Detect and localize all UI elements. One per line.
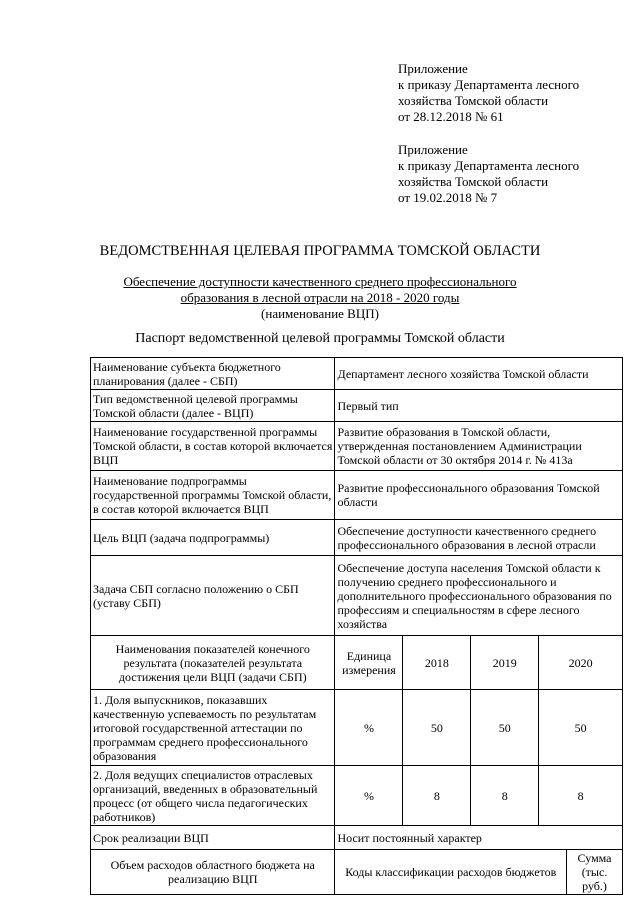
note-line: от 19.02.2018 № 7 (398, 190, 498, 205)
expenses-header-row (91, 850, 623, 895)
unit-header: Единица измерения (335, 636, 403, 690)
table-row (91, 390, 623, 422)
appendix-note-2 (398, 142, 579, 206)
table-row (91, 422, 623, 471)
note-line: хозяйства Томской области (398, 93, 549, 108)
page-title: ВЕДОМСТВЕННАЯ ЦЕЛЕВАЯ ПРОГРАММА ТОМСКОЙ ОБЛАСТИ (99, 243, 541, 259)
row-label: Наименование субъекта бюджетного планирования (далее - СБП) (91, 358, 335, 390)
indicator-row (91, 690, 623, 766)
indicator-value: 8 (539, 766, 623, 826)
row-value: Обеспечение доступности качественного среднего профессионального образования в лесной отрасли (335, 520, 623, 556)
note-line: Приложение (398, 142, 468, 157)
expenses-header: Коды классификации расходов бюджетов (335, 850, 567, 895)
note-line: от 28.12.2018 № 61 (398, 109, 504, 124)
row-value: Первый тип (335, 390, 623, 422)
note-line: Приложение (398, 61, 468, 76)
year-header: 2018 (403, 636, 471, 690)
row-label: Задача СБП согласно положению о СБП (уставу СБП) (91, 556, 335, 636)
note-line: к приказу Департамента лесного (398, 77, 580, 92)
table-row (91, 520, 623, 556)
table-row (91, 358, 623, 390)
row-label: Срок реализации ВЦП (91, 826, 335, 850)
table-row (91, 556, 623, 636)
indicator-name: 2. Доля ведущих специалистов отраслевых организаций, введенных в образовательный процесс (от общего числа педагогических работников) (91, 766, 335, 826)
subtitle-caption: (наименование ВЦП) (261, 306, 379, 321)
program-subtitle (0, 274, 640, 322)
indicator-value: 50 (539, 690, 623, 766)
passport-table (90, 357, 623, 895)
indicators-header-row (91, 636, 623, 690)
indicator-value: 50 (403, 690, 471, 766)
indicator-name-header: Наименования показателей конечного результата (показателей результата достижения цели ВЦП (задачи СБП) (91, 636, 335, 690)
row-value: Носит постоянный характер (335, 826, 623, 850)
subtitle-line: образования в лесной отрасли на 2018 - 2020 годы (180, 290, 460, 305)
expenses-header: Сумма (тыс. руб.) (567, 850, 623, 895)
row-value: Обеспечение доступа населения Томской области к получению среднего профессионального и дополнительного профессионального образования по профессиям и специальностям в сфере лесного хозяйства (335, 556, 623, 636)
year-header: 2020 (539, 636, 623, 690)
indicator-unit: % (335, 766, 403, 826)
row-value: Развитие образования в Томской области, утвержденная постановлением Администрации Томской области от 30 октября 2014 г. № 413а (335, 422, 623, 471)
indicator-value: 50 (471, 690, 539, 766)
indicator-value: 8 (403, 766, 471, 826)
indicator-name: 1. Доля выпускников, показавших качественную успеваемость по результатам итоговой государственной аттестации по программам среднего профессионального образования (91, 690, 335, 766)
row-value: Развитие профессионального образования Томской области (335, 471, 623, 520)
row-label: Цель ВЦП (задача подпрограммы) (91, 520, 335, 556)
note-line: хозяйства Томской области (398, 174, 549, 189)
table-row (91, 471, 623, 520)
subtitle-line: Обеспечение доступности качественного среднего профессионального (123, 274, 517, 289)
year-header: 2019 (471, 636, 539, 690)
indicator-unit: % (335, 690, 403, 766)
indicator-row (91, 766, 623, 826)
row-label: Тип ведомственной целевой программы Томской области (далее - ВЦП) (91, 390, 335, 422)
passport-title: Паспорт ведомственной целевой программы Томской области (135, 331, 505, 346)
appendix-note-1 (398, 61, 579, 125)
row-value: Департамент лесного хозяйства Томской области (335, 358, 623, 390)
row-label: Наименование подпрограммы государственной программы Томской области, в состав которой включается ВЦП (91, 471, 335, 520)
note-line: к приказу Департамента лесного (398, 158, 580, 173)
row-label: Наименование государственной программы Томской области, в состав которой включается ВЦП (91, 422, 335, 471)
indicator-value: 8 (471, 766, 539, 826)
table-row (91, 826, 623, 850)
expenses-header: Объем расходов областного бюджета на реализацию ВЦП (91, 850, 335, 895)
